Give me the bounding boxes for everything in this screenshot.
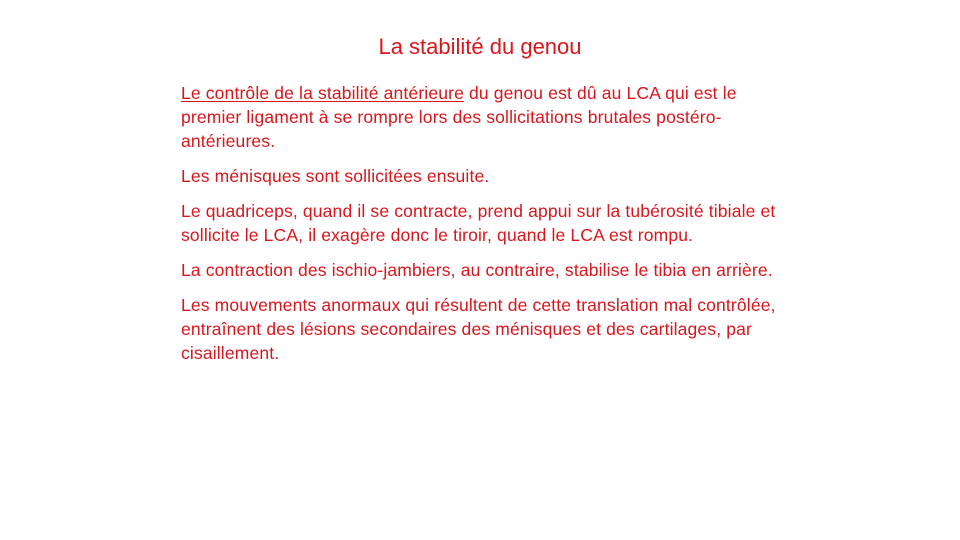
underlined-phrase: Le contrôle de la stabilité antérieure	[181, 83, 464, 103]
paragraph-hamstrings: La contraction des ischio-jambiers, au contraire, stabilise le tibia en arrière.	[181, 260, 773, 280]
paragraph-acl-stability	[181, 81, 801, 153]
paragraph-abnormal-movements: Les mouvements anormaux qui résultent de cette translation mal contrôlée, entraînent des lésions secondaires des ménisques et des cartilages, par cisaillement.	[181, 295, 776, 363]
paragraph-quadriceps: Le quadriceps, quand il se contracte, prend appui sur la tubérosité tibiale et sollicite le LCA, il exagère donc le tiroir, quand le LCA est rompu.	[181, 201, 776, 245]
paragraph-text: du genou est dû au LCA qui est le premier ligament à se rompre lors des sollicitations brutales postéro-antérieures.	[181, 83, 737, 151]
paragraph-menisci: Les ménisques sont sollicitées ensuite.	[181, 166, 490, 186]
slide-body	[181, 81, 801, 376]
slide-title: La stabilité du genou	[378, 34, 582, 59]
